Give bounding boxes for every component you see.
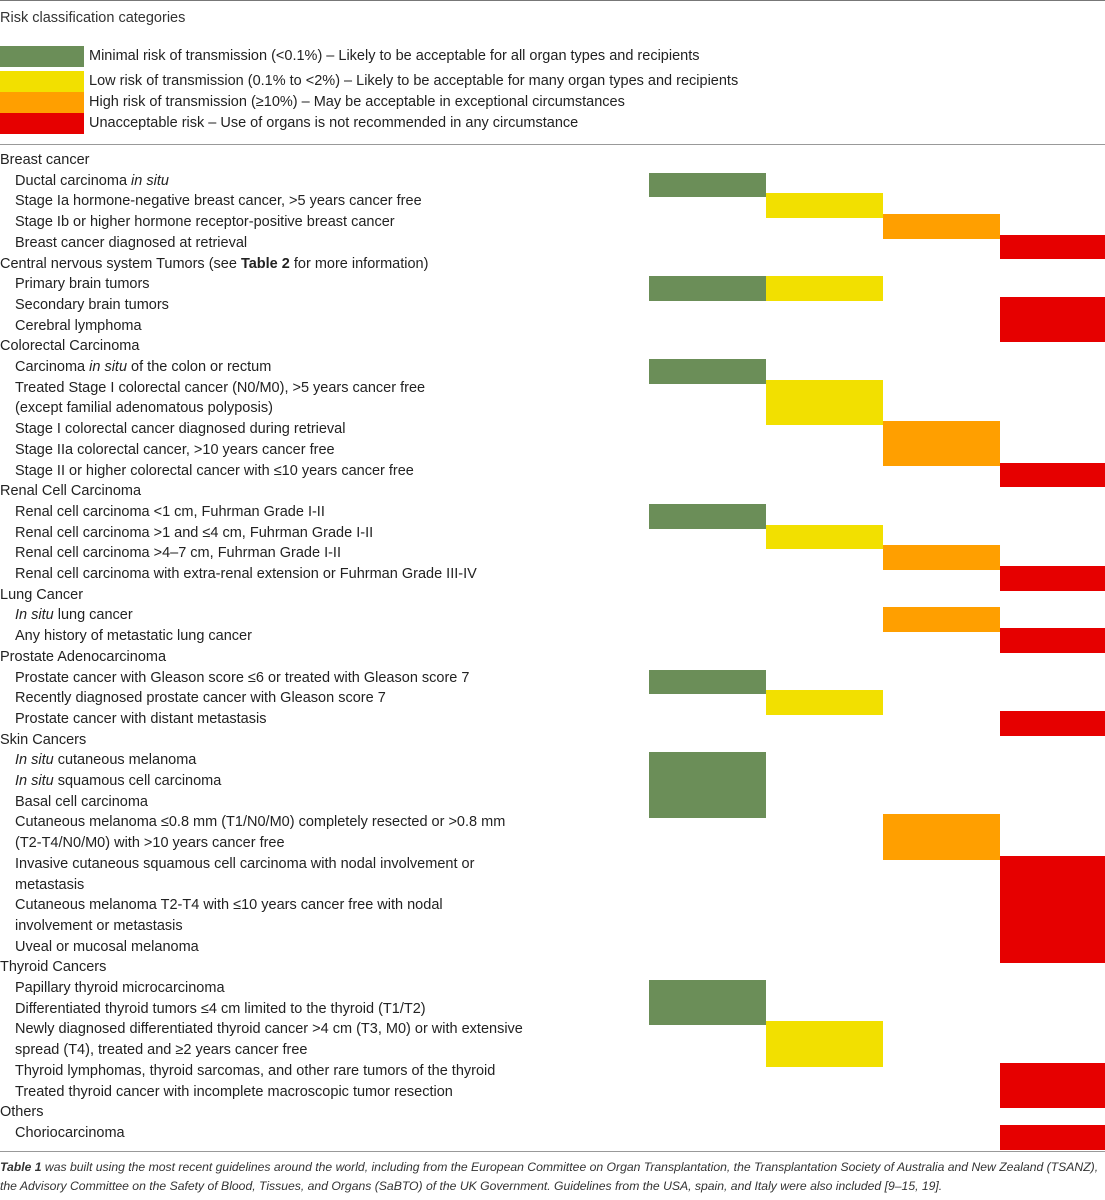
condition-row <box>15 1123 125 1144</box>
legend-label: Unacceptable risk – Use of organs is not recommended in any circumstance <box>89 115 579 131</box>
category-heading <box>0 150 89 171</box>
condition-row <box>15 233 247 254</box>
condition-row <box>15 875 84 896</box>
legend-label: Low risk of transmission (0.1% to <2%) – Likely to be acceptable for many organ types and recipients <box>89 73 739 89</box>
row-text: Renal cell carcinoma with extra-renal extension or Fuhrman Grade III-IV <box>15 566 477 582</box>
risk-block-low <box>766 525 883 550</box>
row-text: Invasive cutaneous squamous cell carcinoma with nodal involvement or <box>15 855 475 872</box>
row-text: involvement or metastasis <box>15 917 183 934</box>
row-text: of the colon or rectum <box>127 359 272 375</box>
condition-row <box>15 771 221 792</box>
row-text: Table 2 <box>240 255 290 272</box>
top-rule <box>0 0 1105 1</box>
legend-swatch-minimal <box>0 46 84 67</box>
table-footnote <box>0 1158 1105 1196</box>
category-heading <box>0 254 428 275</box>
row-text: spread (T4), treated and ≥2 years cancer free <box>15 1042 308 1059</box>
risk-block-high <box>883 814 1000 859</box>
condition-row <box>15 1040 307 1061</box>
condition-row <box>15 750 196 771</box>
row-text: Cutaneous melanoma ≤0.8 mm (T1/N0/M0) completely resected or >0.8 mm <box>15 814 506 831</box>
row-text: metastasis <box>15 876 85 893</box>
risk-block-unacceptable <box>1000 711 1105 736</box>
table-bottom-rule <box>0 1151 1105 1152</box>
row-text: Stage Ia hormone-negative breast cancer, >5 years cancer free <box>15 193 422 210</box>
category-heading <box>0 585 83 606</box>
row-text: In situ <box>15 752 54 769</box>
condition-row <box>15 398 273 419</box>
row-text: Cerebral lymphoma <box>15 317 142 334</box>
condition-row <box>15 854 474 875</box>
legend-swatch-low <box>0 71 84 92</box>
condition-row <box>15 812 505 833</box>
row-text: Thyroid Cancers <box>0 959 107 976</box>
risk-block-low <box>766 276 883 301</box>
row-text: Stage I colorectal cancer diagnosed during retrieval <box>15 421 346 438</box>
condition-row <box>15 171 169 192</box>
row-text: Treated thyroid cancer with incomplete macroscopic tumor resection <box>15 1083 453 1100</box>
row-text: Renal Cell Carcinoma <box>0 483 142 500</box>
condition-row <box>15 295 169 316</box>
risk-block-minimal <box>649 173 766 198</box>
row-text: Breast cancer <box>0 152 90 168</box>
condition-row <box>15 605 133 626</box>
condition-row <box>15 937 199 958</box>
condition-row <box>15 626 252 647</box>
row-text: lung cancer <box>53 607 133 624</box>
condition-row <box>15 792 148 813</box>
row-text: for more information) <box>289 255 429 272</box>
condition-row <box>15 1019 523 1040</box>
category-heading <box>0 647 166 668</box>
risk-block-low <box>766 193 883 218</box>
row-text: Carcinoma <box>15 359 90 375</box>
risk-block-low <box>766 690 883 715</box>
condition-row <box>15 688 386 709</box>
condition-row <box>15 378 425 399</box>
risk-classification-title: Risk classification categories <box>0 10 186 26</box>
condition-row <box>15 440 335 461</box>
category-heading <box>0 1102 44 1123</box>
condition-row <box>15 316 142 337</box>
row-text: Ductal carcinoma <box>15 172 132 189</box>
condition-row <box>15 212 395 233</box>
row-text: Any history of metastatic lung cancer <box>15 628 252 645</box>
category-heading <box>0 336 139 357</box>
condition-row <box>15 833 285 854</box>
row-text: Choriocarcinoma <box>15 1124 125 1141</box>
risk-block-unacceptable <box>1000 235 1105 260</box>
row-text: Thyroid lymphomas, thyroid sarcomas, and other rare tumors of the thyroid <box>15 1062 496 1079</box>
row-text: Primary brain tumors <box>15 276 150 293</box>
condition-row <box>15 895 443 916</box>
category-heading <box>0 957 106 978</box>
condition-row <box>15 564 477 585</box>
risk-block-minimal <box>649 670 766 695</box>
row-text: Uveal or mucosal melanoma <box>15 938 199 955</box>
risk-block-unacceptable <box>1000 1063 1105 1108</box>
row-text: Renal cell carcinoma >4–7 cm, Fuhrman Grade I-II <box>15 545 341 562</box>
condition-row <box>15 916 183 937</box>
category-heading <box>0 730 86 751</box>
condition-row <box>15 1082 453 1103</box>
row-text: Cutaneous melanoma T2-T4 with ≤10 years cancer free with nodal <box>15 897 443 914</box>
condition-row <box>15 999 426 1020</box>
row-text: in situ <box>89 359 128 375</box>
row-text: Prostate cancer with Gleason score ≤6 or treated with Gleason score 7 <box>15 669 470 686</box>
row-text: cutaneous melanoma <box>53 752 197 769</box>
row-text: (T2-T4/N0/M0) with >10 years cancer free <box>15 835 285 852</box>
condition-row <box>15 461 414 482</box>
row-text: Prostate Adenocarcinoma <box>0 648 167 665</box>
row-text: Stage II or higher colorectal cancer with ≤10 years cancer free <box>15 462 414 479</box>
risk-block-low <box>766 380 883 425</box>
legend-separator <box>0 144 1105 145</box>
row-text: Lung Cancer <box>0 586 84 603</box>
condition-row <box>15 978 225 999</box>
row-text: Others <box>0 1104 44 1121</box>
row-text: Renal cell carcinoma >1 and ≤4 cm, Fuhrman Grade I-II <box>15 524 374 541</box>
risk-block-unacceptable <box>1000 463 1105 488</box>
row-text: Skin Cancers <box>0 731 87 748</box>
risk-block-high <box>883 607 1000 632</box>
row-text: squamous cell carcinoma <box>53 773 222 789</box>
category-heading <box>0 481 141 502</box>
risk-block-low <box>766 1021 883 1066</box>
risk-block-minimal <box>649 359 766 384</box>
condition-row <box>15 668 469 689</box>
row-text: Colorectal Carcinoma <box>0 338 140 355</box>
legend-swatch-unacceptable <box>0 113 84 134</box>
legend-label: Minimal risk of transmission (<0.1%) – Likely to be acceptable for all organ types and recipients <box>89 48 700 64</box>
risk-block-unacceptable <box>1000 1125 1105 1150</box>
legend-label: High risk of transmission (≥10%) – May be acceptable in exceptional circumstances <box>89 94 625 110</box>
row-text: In situ <box>15 607 54 624</box>
footnote-text: was built using the most recent guidelines around the world, including from the European Committee on Organ Transplantation, the Transplantation Society of Australia and New Zealand (TSANZ), the Advisory Committee on the Safety of Blood, Tissues, and Organs (SaBTO) of the UK Government. Guidelines from the USA, spain, and Italy were also included [9–15, 19]. <box>0 1160 1099 1193</box>
row-text: in situ <box>131 172 169 189</box>
row-text: Stage Ib or higher hormone receptor-positive breast cancer <box>15 214 395 231</box>
risk-block-unacceptable <box>1000 566 1105 591</box>
row-text: Papillary thyroid microcarcinoma <box>15 980 225 996</box>
risk-block-minimal <box>649 980 766 1025</box>
condition-row <box>15 357 271 378</box>
row-text: Breast cancer diagnosed at retrieval <box>15 234 248 251</box>
row-text: Basal cell carcinoma <box>15 793 148 810</box>
legend-swatch-high <box>0 92 84 113</box>
risk-block-unacceptable <box>1000 628 1105 653</box>
row-text: Central nervous system Tumors (see <box>0 255 241 272</box>
row-text: Stage IIa colorectal cancer, >10 years cancer free <box>15 441 335 458</box>
footnote-lead: Table 1 <box>0 1160 42 1174</box>
row-text: (except familial adenomatous polyposis) <box>15 400 273 417</box>
row-text: In situ <box>15 773 54 789</box>
condition-row <box>15 1061 495 1082</box>
condition-row <box>15 274 150 295</box>
risk-block-high <box>883 421 1000 466</box>
row-text: Renal cell carcinoma <1 cm, Fuhrman Grade I-II <box>15 503 325 520</box>
risk-block-minimal <box>649 504 766 529</box>
row-text: Recently diagnosed prostate cancer with Gleason score 7 <box>15 690 386 707</box>
condition-row <box>15 523 373 544</box>
risk-block-high <box>883 545 1000 570</box>
condition-row <box>15 709 266 730</box>
row-text: Newly diagnosed differentiated thyroid cancer >4 cm (T3, M0) or with extensive <box>15 1021 523 1038</box>
risk-block-minimal <box>649 276 766 301</box>
condition-row <box>15 419 345 440</box>
row-text: Secondary brain tumors <box>15 296 169 313</box>
row-text: Treated Stage I colorectal cancer (N0/M0), >5 years cancer free <box>15 379 426 396</box>
row-text: Differentiated thyroid tumors ≤4 cm limited to the thyroid (T1/T2) <box>15 1000 426 1017</box>
condition-row <box>15 543 341 564</box>
row-text: Prostate cancer with distant metastasis <box>15 710 267 727</box>
condition-row <box>15 191 422 212</box>
risk-block-minimal <box>649 752 766 818</box>
risk-block-unacceptable <box>1000 856 1105 964</box>
risk-block-high <box>883 214 1000 239</box>
condition-row <box>15 502 325 523</box>
risk-block-unacceptable <box>1000 297 1105 342</box>
